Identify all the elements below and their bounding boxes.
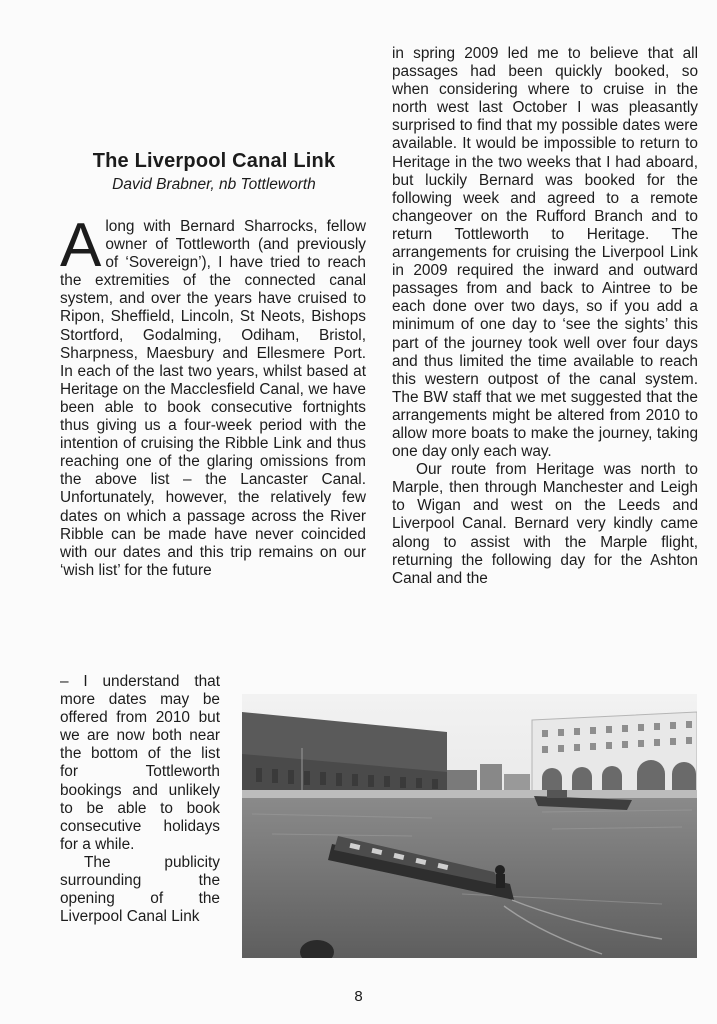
article-title: The Liverpool Canal Link [92,150,336,172]
drop-cap: A [60,211,102,280]
article-byline: David Brabner, nb Tottleworth [112,176,316,193]
paragraph-3: Our route from Heritage was north to Marple, then through Manchester and Leigh to Wigan and west on the Leeds and Liverpool Canal. Bernard very kindly came along to assist with the Marple flight, returning the following day for the Ashton Canal and the [392,461,698,587]
left-narrow-column [60,673,220,926]
paragraph-1-text: long with Bernard Sharrocks, fellow owner of Tottleworth (and previously of ‘Sovereign’), I have tried to reach the extremities of the connected canal system, and over the years have cruised to Ripon, Sheffield, Lincoln, St Neots, Bishops Stortford, Godalming, Odiham, Bristol, Sharpness, Maesbury and Ellesmere Port. In each of the last two years, whilst based at Heritage on the Macclesfield Canal, we have been able to book consecutive fortnights thus giving us a four-week period with the intention of cruising the Ribble Link and thus reaching one of the glaring omissions from the above list – the Lancaster Canal. Unfortunately, however, the relatively few dates on which a passage across the River Ribble can be made have never coincided with our dates and this trip remains on our ‘wish list’ for the future [60,218,366,579]
right-column [392,45,698,588]
warehouse-right [532,712,697,802]
paragraph-2-continued: in spring 2009 led me to believe that all passages had been quickly booked, so when considering where to cruise in the north west last October I was pleasantly surprised to find that my possible dates were available. It would be impossible to return to Heritage in the two weeks that I had aboard, but luckily Bernard was booked for the following week and agreed to a remote changeover on the Rufford Branch and to return Tottleworth to Heritage. The arrangements for cruising the Liverpool Link in 2009 required the inward and outward passages from and back to Aintree to be each done over two days, so if you add a minimum of one day to ‘see the sights’ this part of the journey took well over four days and thus limited the time available to reach this western outpost of the canal system. The BW staff that we met suggested that the arrangements might be altered from 2010 to allow more boats to make the journey, taking one day only each way. [392,45,698,461]
paragraph-1-continued: – I understand that more dates may be offered from 2010 but we are now both near the bottom of the list for Tottleworth bookings and unlikely to be able to book consecutive holidays for a while. [60,673,220,853]
quayside [242,790,697,798]
left-column [60,211,366,580]
page-number: 8 [354,988,363,1005]
canal-dock-photo [242,694,697,958]
paragraph-2-start: The publicity surrounding the opening of the Liverpool Canal Link [60,853,220,926]
paragraph-1 [60,211,366,580]
